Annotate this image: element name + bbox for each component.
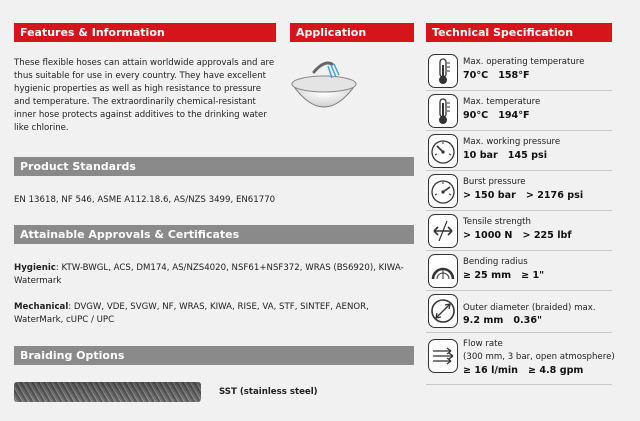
thermometer-icon xyxy=(428,54,458,88)
spec-values: 70°C 158°F xyxy=(463,70,530,81)
faucet-sink-icon xyxy=(288,50,360,122)
spec-values: > 1000 N > 225 lbf xyxy=(463,230,572,241)
burst-gauge-icon xyxy=(428,174,458,208)
product-standards-text: EN 13618, NF 546, ASME A112.18.6, AS/NZS 3499, EN61770 xyxy=(14,195,276,205)
spec-label: Max. working pressure xyxy=(463,137,561,147)
hygienic-approvals xyxy=(14,262,414,288)
tech-spec-header: Technical Specification xyxy=(426,23,612,42)
spec-sublabel: (300 mm, 3 bar, open atmosphere) xyxy=(463,352,615,362)
spec-label: Max. temperature xyxy=(463,97,541,107)
spec-row-outer-diameter xyxy=(426,291,612,333)
spec-label: Tensile strength xyxy=(463,217,531,227)
spec-label: Outer diameter (braided) max. xyxy=(463,303,596,313)
product-standards-header: Product Standards xyxy=(14,157,414,176)
braided-hose-image xyxy=(14,382,201,402)
spec-values: > 150 bar > 2176 psi xyxy=(463,190,584,201)
spec-values: ≥ 16 l/min ≥ 4.8 gpm xyxy=(463,365,584,376)
thermometer-icon xyxy=(428,94,458,128)
braiding-header: Braiding Options xyxy=(14,346,414,365)
features-header: Features & Information xyxy=(14,23,276,42)
spec-row-bending-radius xyxy=(426,251,612,291)
hygienic-list: : KTW-BWGL, ACS, DM174, AS/NZS4020, NSF61+NSF372, WRAS (BS6920), KIWA-Watermark xyxy=(14,263,404,286)
spec-row-operating-temp xyxy=(426,51,612,91)
flow-rate-icon xyxy=(428,339,458,373)
spec-row-working-pressure xyxy=(426,131,612,171)
spec-label: Flow rate xyxy=(463,339,503,349)
features-text: These flexible hoses can attain worldwide approvals and are thus suitable for use in every country. They have excellent hygienic properties as well as high resistance to pressure and temperature. The extraordinarily chemical-resistant inner hose protects against additives to the drinking water like chlorine. xyxy=(14,58,275,133)
braiding-option-label: SST (stainless steel) xyxy=(219,387,318,397)
mechanical-approvals xyxy=(14,301,414,327)
approvals-header: Attainable Approvals & Certificates xyxy=(14,225,414,244)
bending-radius-icon xyxy=(428,254,458,288)
hygienic-label: Hygienic xyxy=(14,263,56,273)
spec-row-burst-pressure xyxy=(426,171,612,211)
spec-values: 10 bar 145 psi xyxy=(463,150,547,161)
spec-row-flow-rate xyxy=(426,333,615,385)
spec-values: 9.2 mm 0.36" xyxy=(463,315,543,326)
spec-label: Burst pressure xyxy=(463,177,526,187)
pressure-gauge-icon xyxy=(428,134,458,168)
mechanical-list: : DVGW, VDE, SVGW, NF, WRAS, KIWA, RISE, VA, STF, SINTEF, AENOR, WaterMark, cUPC / UPC xyxy=(14,302,369,325)
spec-row-tensile-strength xyxy=(426,211,612,251)
tensile-arrows-icon xyxy=(428,214,458,248)
mechanical-label: Mechanical xyxy=(14,302,69,312)
spec-values: 90°C 194°F xyxy=(463,110,530,121)
spec-values: ≥ 25 mm ≥ 1" xyxy=(463,270,545,281)
spec-label: Bending radius xyxy=(463,257,528,267)
application-header: Application xyxy=(290,23,414,42)
diameter-icon xyxy=(428,294,458,328)
spec-label: Max. operating temperature xyxy=(463,57,585,67)
spec-row-max-temp xyxy=(426,91,612,131)
